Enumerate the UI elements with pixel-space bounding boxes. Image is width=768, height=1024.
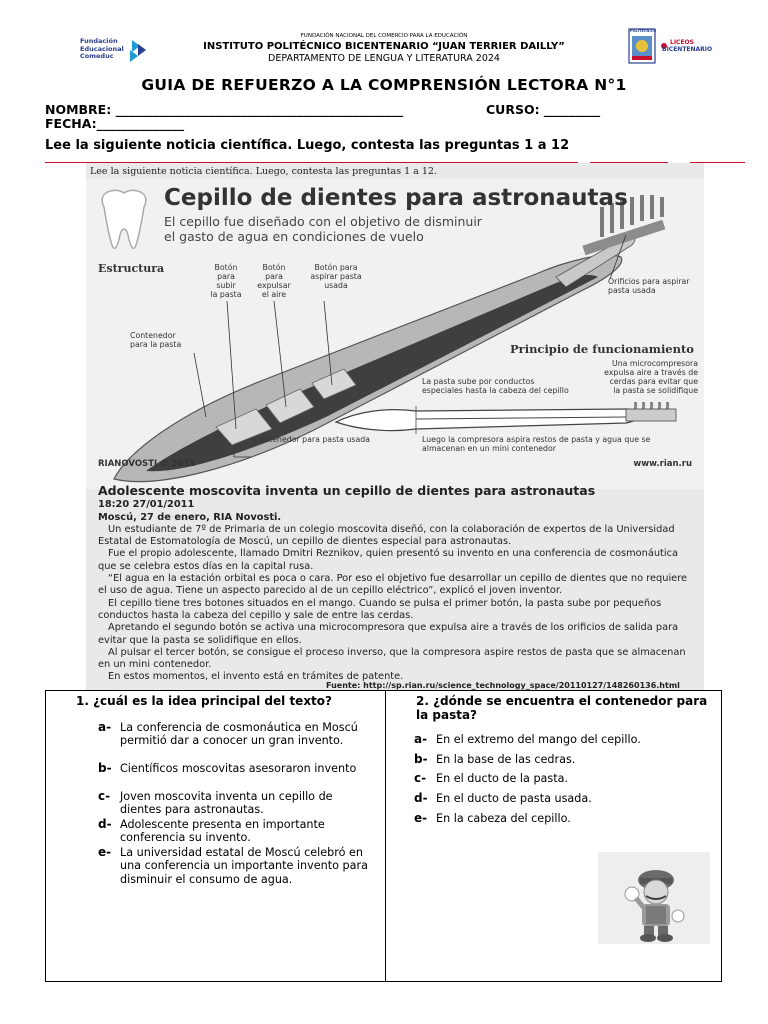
mario-icon <box>598 852 710 944</box>
option-text: En la cabeza del cepillo. <box>436 812 571 825</box>
crest-text: POLITÉCNICO <box>630 29 657 33</box>
article-paragraph: En estos momentos, el invento está en trámites de patente. <box>108 671 404 683</box>
principle-diagram <box>336 402 676 434</box>
column-divider <box>385 691 386 981</box>
toothbrush-infographic <box>86 179 704 489</box>
option-text: Científicos moscovitas asesoraron invento <box>120 762 357 775</box>
foundation-name: FUNDACIÓN NACIONAL DEL COMERCIO PARA LA EDUCACIÓN <box>300 33 468 39</box>
fecha-field[interactable]: FECHA:______________ <box>45 116 185 131</box>
option-letter: a- <box>414 732 428 746</box>
option-text: En el extremo del mango del cepillo. <box>436 733 641 746</box>
logo-line: Educacional <box>80 44 124 53</box>
contenedor-label: Contenedor para la pasta <box>130 331 182 349</box>
infographic-title: Cepillo de dientes para astronautas <box>164 185 628 211</box>
credit-label: RIANOVOSTI © 2011 <box>98 459 196 469</box>
instruction-text: Lee la siguiente noticia científica. Luego, contesta las preguntas 1 a 12 <box>45 138 570 153</box>
page-title: GUIA DE REFUERZO A LA COMPRENSIÓN LECTORA N°1 <box>141 76 627 94</box>
button-1-label: Botón para subir la pasta <box>210 263 242 299</box>
question-1-title: 1. ¿cuál es la idea principal del texto? <box>76 694 333 708</box>
article-paragraph: El cepillo tiene tres botones situados en el mango. Cuando se pulsa el primer botón, la pasta sube por pequeños conductos hasta la cabeza del cepillo y sale de entre las cerdas. <box>98 597 662 621</box>
bicentenario-text: BICENTENARIO <box>662 46 713 53</box>
article-paragraph: Al pulsar el tercer botón, se consigue el proceso inverso, que la compresora aspire restos de pasta que se almacenan en un mini contenedor. <box>98 646 686 671</box>
mario-illustration <box>598 852 710 944</box>
infographic-subtitle: El cepillo fue diseñado con el objetivo de disminuir el gasto de agua en condiciones de vuelo <box>164 214 482 244</box>
option-text: En el ducto de pasta usada. <box>436 792 592 805</box>
scanned-article-image <box>86 163 704 690</box>
article-paragraph: Un estudiante de 7º de Primaria de un colegio moscovita diseñó, con la colaboración de expertos de la Universidad Estatal de Estomatología de Moscú, un cepillo de dientes especial para astronautas. <box>98 523 675 548</box>
site-label: www.rian.ru <box>633 459 692 469</box>
institute-name: INSTITUTO POLITÉCNICO BICENTENARIO “JUAN TERRIER DAILLY” <box>203 41 565 52</box>
option-text: Joven moscovita inventa un cepillo de dientes para astronautas. <box>120 790 333 817</box>
principio-label: Principio de funcionamiento <box>510 342 694 356</box>
liceos-text: LICEOS <box>670 39 694 46</box>
article-paragraph: Apretando el segundo botón se activa una microcompresora que expulsa aire a través de los orificios de salida para evitar que la pasta se solidifique en ellos. <box>98 622 679 646</box>
option-letter: c- <box>414 771 427 785</box>
department-name: DEPARTAMENTO DE LENGUA Y LITERATURA 2024 <box>268 53 500 64</box>
option-letter: e- <box>98 845 112 859</box>
option-letter: d- <box>414 791 428 805</box>
option-letter: c- <box>98 789 111 803</box>
compresora-label: Luego la compresora aspira restos de pasta y agua que se almacenan en un mini contenedor <box>422 435 651 453</box>
contenedor-usada-label: Contenedor para pasta usada <box>254 435 370 444</box>
scan-instruction: Lee la siguiente noticia científica. Luego, contesta las preguntas 1 a 12. <box>90 166 437 177</box>
tooth-icon <box>102 190 146 248</box>
button-2-label: Botón para expulsar el aire <box>257 263 291 299</box>
curso-field[interactable]: CURSO: _________ <box>486 102 601 117</box>
option-text: En la base de las cedras. <box>436 753 576 766</box>
pasta-sube-label: La pasta sube por conductos especiales hasta la cabeza del cepillo <box>422 377 569 395</box>
article-paragraph: “El agua en la estación orbital es poca o cara. Por eso el objetivo fue desarrollar un cepillo de dientes que no requiere el uso de agua. Tiene un aspecto parecido al de un cepillo eléctrico”, explicó el joven inventor. <box>98 573 688 597</box>
option-letter: b- <box>414 752 428 766</box>
liceos-bicentenario-logo <box>628 28 718 64</box>
orificios-label: Orificios para aspirar pasta usada <box>608 277 690 295</box>
option-text: En el ducto de la pasta. <box>436 772 569 785</box>
article-paragraph: Fue el propio adolescente, llamado Dmitri Reznikov, quien presentó su invento en una conferencia de cosmonáutica que se celebra estos días en la capital rusa. <box>98 548 678 572</box>
logo-line: Comeduc <box>80 52 114 60</box>
article-source[interactable]: Fuente: http://sp.rian.ru/science_technology_space/20110127/148260136.html <box>326 681 680 690</box>
button-3-label: Botón para aspirar pasta usada <box>310 263 362 290</box>
option-text: La conferencia de cosmonáutica en Moscú permitió dar a conocer un gran invento. <box>120 721 358 748</box>
article-time: 18:20 27/01/2011 <box>98 499 195 511</box>
option-letter: a- <box>98 720 112 734</box>
option-letter: e- <box>414 811 428 825</box>
option-text: Adolescente presenta en importante conferencia su invento. <box>120 818 325 845</box>
article-dateline: Moscú, 27 de enero, RIA Novosti. <box>98 511 282 523</box>
option-text: La universidad estatal de Moscú celebró en una conferencia un importante invento para disminuir el consumo de agua. <box>120 846 368 886</box>
nombre-field[interactable]: NOMBRE: ______________________________________________ <box>45 102 404 117</box>
estructura-label: Estructura <box>98 262 165 275</box>
news-article <box>98 485 694 684</box>
microcompresora-label: Una microcompresora expulsa aire a través de cerdas para evitar que la pasta se solidifique <box>604 359 698 395</box>
logo-line: Fundación <box>80 37 118 45</box>
article-headline: Adolescente moscovita inventa un cepillo de dientes para astronautas <box>98 483 596 498</box>
option-letter: d- <box>98 817 112 831</box>
question-2-title: 2. ¿dónde se encuentra el contenedor para la pasta? <box>416 694 708 722</box>
option-letter: b- <box>98 761 112 775</box>
